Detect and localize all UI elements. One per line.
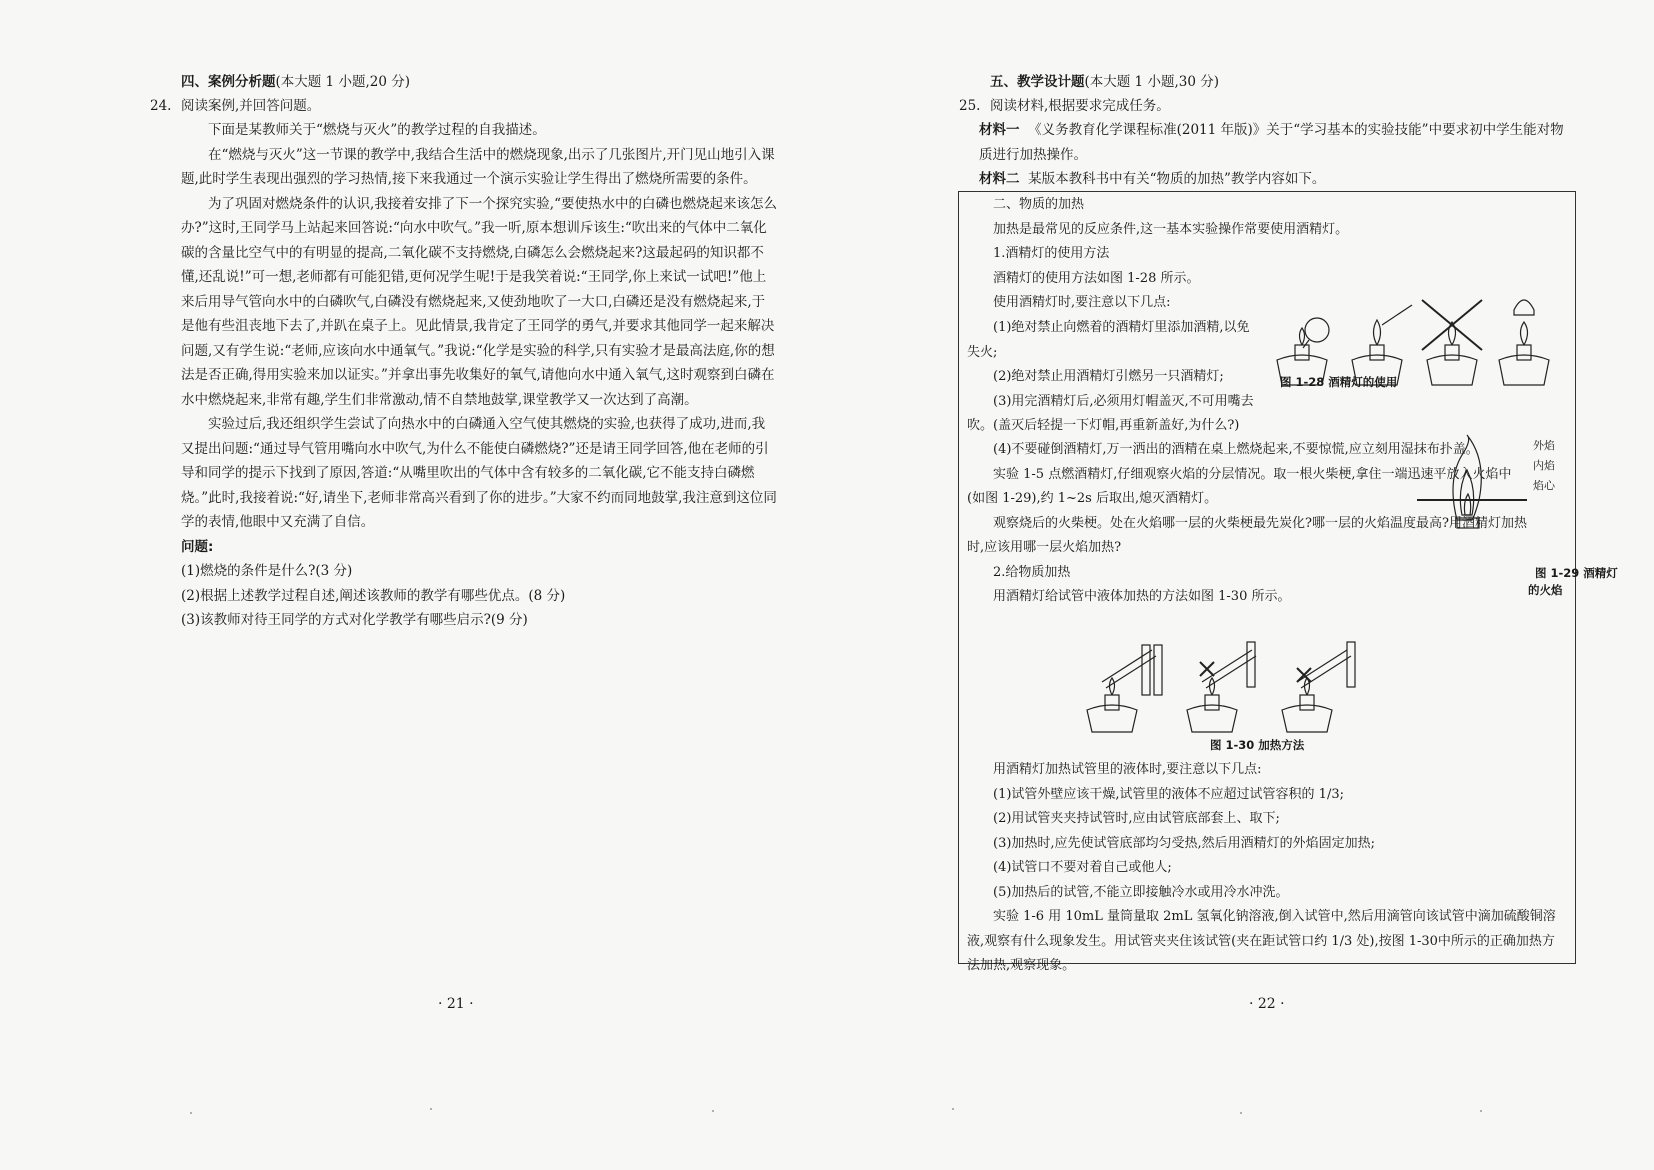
heating-wrong-icon-2	[1282, 642, 1355, 732]
box-use-line: 酒精灯的使用方法如图 1-28 所示。	[993, 270, 1200, 286]
material-two-label: 材料二	[979, 171, 1020, 187]
box-intro: 加热是最常见的反应条件,这一基本实验操作常要使用酒精灯。	[993, 221, 1349, 237]
materials	[979, 118, 1573, 192]
material-two	[979, 167, 1573, 192]
figure-1-30	[1082, 640, 1372, 735]
section-heading	[990, 70, 1590, 95]
flame-label: 外焰	[1533, 439, 1555, 452]
heat-line: 用酒精灯给试管中液体加热的方法如图 1-30 所示。	[993, 589, 1291, 604]
heat-rule: (4)试管口不要对着自己或他人;	[993, 860, 1172, 875]
section-title: 四、案例分析题	[181, 74, 276, 90]
scan-speck	[190, 1112, 192, 1114]
box-rules-narrow	[967, 316, 1257, 439]
box-heading: 二、物质的加热	[993, 197, 1085, 212]
lamp-ignite-icon	[1352, 305, 1412, 385]
rule-item: (1)绝对禁止向燃着的酒精灯里添加酒精,以免失火;	[967, 320, 1250, 360]
page-number: · 21 ·	[438, 996, 474, 1012]
figure-1-29	[1417, 430, 1537, 530]
heating-wrong-icon	[1187, 642, 1256, 732]
box-sub2: 2.给物质加热	[993, 564, 1071, 580]
paragraph: 在“燃烧与灭火”这一节课的教学中,我结合生活中的燃烧现象,出示了几张图片,开门见山地引入课题,此时学生表现出强烈的学习热情,接下来我通过一个演示实验让学生得出了燃烧所需要的条件。	[181, 146, 775, 187]
rule-item: (2)绝对禁止用酒精灯引燃另一只酒精灯;	[993, 369, 1224, 384]
exp-1-6: 实验 1-6 用 10mL 量筒量取 2mL 氢氧化钠溶液,倒入试管中,然后用滴管向该试管中滴加硫酸铜溶液,观察有什么现象发生。用试管夹夹住该试管(夹在距试管口约 1/3 处),按图 1-30中所示的正确加热方法加热,观察现象。	[967, 909, 1556, 973]
question-item: (1)燃烧的条件是什么?(3 分)	[181, 563, 353, 579]
rule-item: (4)不要碰倒酒精灯,万一洒出的酒精在桌上燃烧起来,不要惊慌,应立刻用湿抹布扑盖。	[993, 442, 1479, 457]
right-page	[827, 0, 1654, 1170]
question-prompt: 阅读案例,并回答问题。	[181, 98, 321, 114]
section-title: 五、教学设计题	[990, 74, 1085, 90]
question-item: (2)根据上述教学过程自述,阐述该教师的教学有哪些优点。(8 分)	[181, 587, 566, 604]
scan-speck	[430, 1108, 432, 1110]
scan-speck	[952, 1108, 954, 1110]
lamp-cap-icon	[1499, 300, 1549, 385]
observe-text: 观察烧后的火柴梗。处在火焰哪一层的火柴梗最先炭化?哪一层的火焰温度最高?用酒精灯加热时,应该用哪一层火焰加热?	[967, 515, 1527, 555]
box-sub1: 1.酒精灯的使用方法	[993, 246, 1110, 261]
section-note: (本大题 1 小题,30 分)	[1084, 74, 1219, 90]
question-item: (3)该教师对待王同学的方式对化学教学有哪些启示?(9 分)	[181, 612, 528, 628]
scan-speck	[1480, 1110, 1482, 1112]
paragraph: 为了巩固对燃烧条件的认识,我接着安排了下一个探究实验,“要使热水中的白磷也燃烧起来该怎么办?”这时,王同学马上站起来回答说:“向水中吹气。”我一听,原本想训斥该生:“吹出来的气体中二氧化碳的含量比空气中的有明显的提高,二氧化碳不支持燃烧,白磷怎么会燃烧起来?这最起码的知识都不懂,还乱说!”可一想,老师都有可能犯错,更何况学生呢!于是我笑着说:“王同学,你上来试一试吧!”他上来后用导气管向水中的白磷吹气,白磷没有燃烧起来,又使劲地吹了一大口,白磷还是没有燃烧起来,于是他有些沮丧地下去了,并趴在桌子上。见此情景,我肯定了王同学的勇气,并要求其他同学一起来解决问题,又有学生说:“老师,应该向水中通氧气。”我说:“化学是实验的科学,只有实验才是最高法庭,你的想法是否正确,得用实验来加以证实。”并拿出事先收集好的氧气,请他向水中通入氧气,这时观察到白磷在水中燃烧起来,非常有趣,学生们非常激动,情不自禁地鼓掌,课堂教学又一次达到了高潮。	[181, 195, 777, 408]
fig-1-28-caption: 图 1-28 酒精灯的使用	[1280, 375, 1398, 389]
scan-speck	[1240, 1112, 1242, 1114]
question-number: 25.	[959, 98, 981, 114]
heat-intro: 用酒精灯加热试管里的液体时,要注意以下几点:	[993, 762, 1262, 777]
box-notice: 使用酒精灯时,要注意以下几点:	[993, 295, 1171, 310]
case-text	[181, 118, 777, 633]
lamp-forbidden-icon	[1422, 300, 1482, 385]
flame-core-icon	[1464, 494, 1470, 515]
flame-label: 焰心	[1533, 479, 1555, 492]
page-number: · 22 ·	[1249, 996, 1285, 1012]
section-note: (本大题 1 小题,20 分)	[275, 74, 410, 90]
section-heading	[181, 70, 761, 95]
paragraph: 下面是某教师关于“燃烧与灭火”的教学过程的自我描述。	[208, 122, 546, 138]
fig-1-29-caption-2: 的火焰	[1528, 583, 1563, 597]
material-one	[979, 118, 1573, 167]
material-one-text: 《义务教育化学课程标准(2011 年版)》关于“学习基本的实验技能”中要求初中学生能对物质进行加热操作。	[979, 122, 1564, 163]
material-one-label: 材料一	[979, 122, 1020, 138]
heating-correct-icon	[1087, 645, 1162, 732]
questions-label: 问题:	[181, 538, 214, 555]
rule-item: (3)用完酒精灯后,必须用灯帽盖灭,不可用嘴去吹。(盖灭后轻提一下灯帽,再重新盖好,为什么?)	[967, 393, 1254, 433]
material-two-text: 某版本教科书中有关“物质的加热”教学内容如下。	[1028, 171, 1326, 187]
heat-rule: (1)试管外壁应该干燥,试管里的液体不应超过试管容积的 1/3;	[993, 786, 1344, 802]
outer-flame-icon	[1453, 435, 1481, 520]
heat-rule: (3)加热时,应先使试管底部均匀受热,然后用酒精灯的外焰固定加热;	[993, 835, 1376, 851]
paragraph: 实验过后,我还组织学生尝试了向热水中的白磷通入空气使其燃烧的实验,也获得了成功,进而,我又提出问题:“通过导气管用嘴向水中吹气,为什么不能使白磷燃烧?”还是请王同学回答,他在老师的引导和同学的提示下找到了原因,答道:“从嘴里吹出的气体中含有较多的二氧化碳,它不能支持白磷燃烧。”此时,我接着说:“好,请坐下,老师非常高兴看到了你的进步。”大家不约而同地鼓掌,我注意到这位同学的表情,他眼中又充满了自信。	[181, 416, 777, 530]
fig-1-30-caption: 图 1-30 加热方法	[1210, 738, 1305, 752]
question-prompt: 阅读材料,根据要求完成任务。	[990, 98, 1170, 114]
exp-1-5: 实验 1-5 点燃酒精灯,仔细观察火焰的分层情况。取一根火柴梗,拿住一端迅速平放入火焰中(如图 1-29),约 1~2s 后取出,熄灭酒精灯。	[967, 466, 1512, 506]
scan-speck	[712, 1110, 714, 1112]
question-number: 24.	[150, 98, 172, 114]
inner-flame-icon	[1460, 470, 1473, 515]
fig-1-29-caption-1: 图 1-29 酒精灯	[1535, 566, 1618, 580]
flame-label: 内焰	[1533, 459, 1555, 472]
heat-rule: (2)用试管夹夹持试管时,应由试管底部套上、取下;	[993, 811, 1280, 826]
box-bottom-text	[967, 758, 1567, 979]
heat-rule: (5)加热后的试管,不能立即接触冷水或用冷水冲洗。	[993, 884, 1289, 900]
